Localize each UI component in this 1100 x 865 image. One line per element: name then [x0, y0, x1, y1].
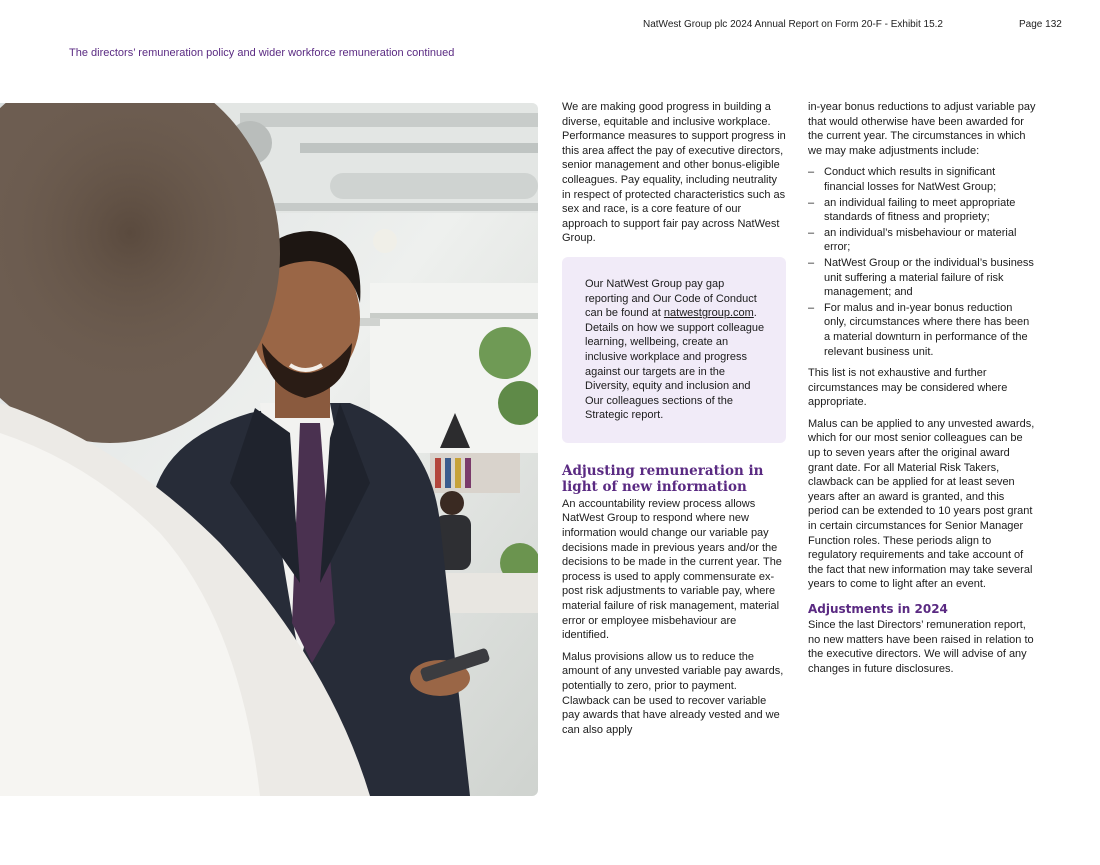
malus-periods-paragraph: Malus can be applied to any unvested awards, which for our most senior colleagues can be up to seven years after the original award grant date. For all Material Risk Takers, clawback can be applied for at least seven years after an award is granted, and this period can be extended to 10 years post grant in certain circumstances for Senior Manager Function roles. These periods align to regulatory requirements and take account of the fact that new information may take several years to come to light after an event.	[808, 417, 1035, 591]
adjustments-2024-heading: Adjustments in 2024	[808, 602, 948, 616]
intro-paragraph: We are making good progress in building a diverse, equitable and inclusive workplace. Performance measures to support progress in this area affect the pay of executive directors, senior management and other bonus-eligible colleagues. Pay equality, including neutrality in respect of protected characteristics such as sex and race, is a core feature of our approach to support fair pay across NatWest Group.	[562, 101, 786, 245]
bullet-marker: –	[808, 166, 815, 179]
in-year-paragraph: in-year bonus reductions to adjust variable pay that would otherwise have been awarded for the current year. The circumstances in which we may make adjustments include:	[808, 101, 1036, 157]
adjusting-remuneration-heading: Adjusting remuneration in light of new information	[562, 462, 764, 496]
office-photo	[0, 103, 538, 796]
page-number: Page 132	[1019, 19, 1062, 30]
bullet-marker: –	[808, 226, 815, 239]
accountability-paragraph: An accountability review process allows NatWest Group to respond where new information would change our variable pay decisions made in previous years and/or the decisions to be made in the current year. The process is used to apply commensurate ex-post risk adjustments to variable pay, where material failure of risk management, material error or employee misbehaviour are identified.	[562, 497, 782, 642]
callout-text-after: . Details on how we support colleague learning, wellbeing, create an inclusive workplace and progress against our targets are in the Diversity, equity and inclusion and Our colleagues sections of the Strategic report.	[585, 307, 765, 422]
list-item: – Conduct which results in significant financial losses for NatWest Group;	[808, 166, 997, 193]
column-right	[808, 100, 1036, 683]
report-title: NatWest Group plc 2024 Annual Report on Form 20-F - Exhibit 15.2	[643, 19, 943, 30]
adjustments-2024-paragraph: Since the last Directors’ remuneration report, no new matters have been raised in relation to the executive directors. We will advise of any changes in future disclosures.	[808, 619, 1034, 675]
malus-paragraph: Malus provisions allow us to reduce the amount of any unvested variable pay awards, potentially to zero, prior to payment. Clawback can be used to recover variable pay awards that have already vested and we can also apply	[562, 650, 784, 736]
callout-box	[562, 257, 786, 443]
not-exhaustive-paragraph: This list is not exhaustive and further circumstances may be considered where appropriate.	[808, 367, 1008, 409]
column-left	[562, 100, 786, 744]
section-title: The directors’ remuneration policy and wider workforce remuneration continued	[69, 47, 455, 59]
callout-text	[585, 277, 766, 423]
list-item: – an individual failing to meet appropriate standards of fitness and propriety;	[808, 196, 1016, 224]
circumstances-list	[808, 165, 1036, 359]
bullet-marker: –	[808, 301, 815, 314]
list-item: – NatWest Group or the individual’s business unit suffering a material failure of risk management; and	[808, 256, 1034, 299]
bullet-marker: –	[808, 256, 815, 269]
bullet-marker: –	[808, 196, 815, 209]
list-item: – For malus and in-year bonus reduction only, circumstances where there has been a material downturn in performance of the relevant business unit.	[808, 301, 1030, 358]
natwestgroup-link[interactable]: natwestgroup.com	[663, 307, 754, 320]
callout-text-before: Our NatWest Group pay gap reporting and Our Code of Conduct can be found at	[585, 277, 757, 320]
list-item: – an individual’s misbehaviour or material error;	[808, 226, 1017, 254]
